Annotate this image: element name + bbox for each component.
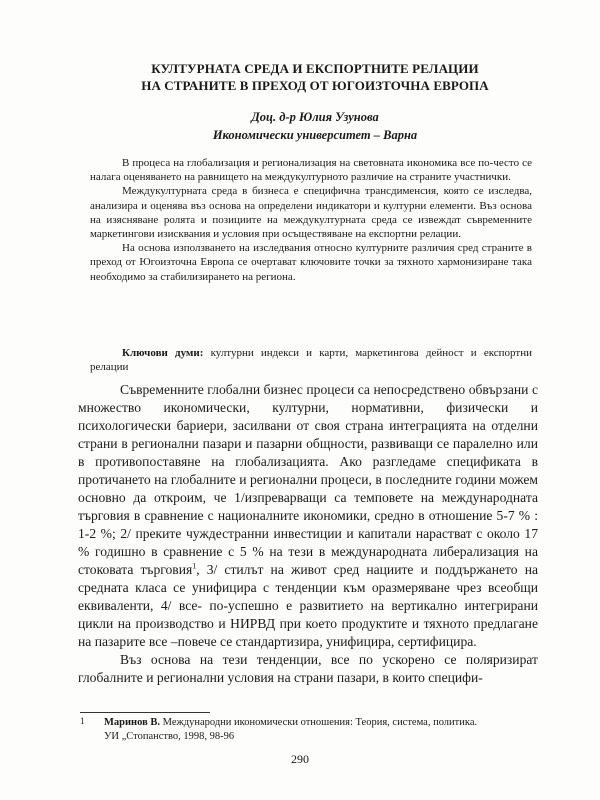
keywords-paragraph xyxy=(90,346,532,374)
footnote xyxy=(80,716,540,744)
title-line-1: КУЛТУРНАТА СРЕДА И ЕКСПОРТНИТЕ РЕЛАЦИИ xyxy=(151,61,479,76)
keywords-text: културни индекси и карти, маркетингова дейност и експортни релации xyxy=(90,347,532,374)
keywords xyxy=(90,346,532,374)
author-affiliation: Икономически университет – Варна xyxy=(212,128,418,142)
body-text xyxy=(78,381,538,687)
body-paragraph: Въз основа на тези тенденции, все по ускорено се поляризират глобалните и регионални условия на страни пазари, в които специфи- xyxy=(78,652,538,685)
abstract xyxy=(90,156,532,284)
keywords-label: Ключови думи: xyxy=(122,347,204,359)
title-line-2: НА СТРАНИТЕ В ПРЕХОД ОТ ЮГОИЗТОЧНА ЕВРОПА xyxy=(141,78,489,93)
abstract-paragraph: На основа използването на изследвания относно културните различия сред страните в преход от Югоизточна Европа се очертават ключовите точки за тяхното хармонизиране така необходимо за стабилизирането на региона. xyxy=(90,242,532,283)
author-name: Доц. д-р Юлия Узунова xyxy=(251,110,379,124)
footnote-reference: 1 xyxy=(192,561,197,571)
footnote-author: Маринов В. xyxy=(104,717,161,728)
footnote-text xyxy=(80,716,540,730)
footnote-divider xyxy=(80,712,210,713)
footnote-mark: 1 xyxy=(80,716,85,726)
page-number: 290 xyxy=(291,752,309,766)
footnote-line-2: УИ „Стопанство, 1998, 98-96 xyxy=(104,731,235,742)
footnote-line-1: Международни икономически отношения: Теория, система, политика. xyxy=(160,717,478,728)
body-paragraph xyxy=(78,381,538,651)
abstract-paragraph: В процеса на глобализация и регионализация на световната икономика все по-често се налага оценяването на равнището на междукултурното различие на страните участнички. xyxy=(90,157,532,184)
body-paragraph-1-part-2: , 3/ стилът на живот сред нациите и поддържането на средната класа се унифицира с тенденции към оразмеряване чрез всеобщи еквиваленти, 4/ все- по-успешно е развитието на вертикално интегрирани цикли на производство и НИРВД при което продуктите и тяхното предлагане на пазарите все –повече се стандартизира, унифицира, сертифицира. xyxy=(78,562,539,649)
body-paragraph-1-part-1: Съвременните глобални бизнес процеси са непосредствено обвързани с множество икономически, културни, нормативни, физически и психологически бариери, засилвани от своя страна интеграцията на отделни страни в регионални пазари и пазарни общности, развиващи се паралелно или в противопоставяне на глобализацията. Ако разгледаме спецификата в протичането на глобалните и регионални процеси, в последните години можем основно да откроим, че 1/изпреварващи са темповете на международната търговия в сравнение с националните икономики, средно в отношение 5-7 % : 1-2 %; 2/ преките чуждестранни инвестиции и капитали нарастват с около 17 % годишно в сравнение с 5 % на тези в международната либерализация на стоковата търговия xyxy=(78,382,538,577)
article-title xyxy=(100,60,530,94)
abstract-paragraph: Междукултурната среда в бизнеса е специфична трансдименсия, която се изследва, анализира и оценява въз основа на определени индикатори и културни елементи. Въз основа на изясняване ролята и позициите на междукултурната среда се извеждат съвременните маркетингови изисквания и условия при осъществяване на експортни релации. xyxy=(90,185,532,241)
